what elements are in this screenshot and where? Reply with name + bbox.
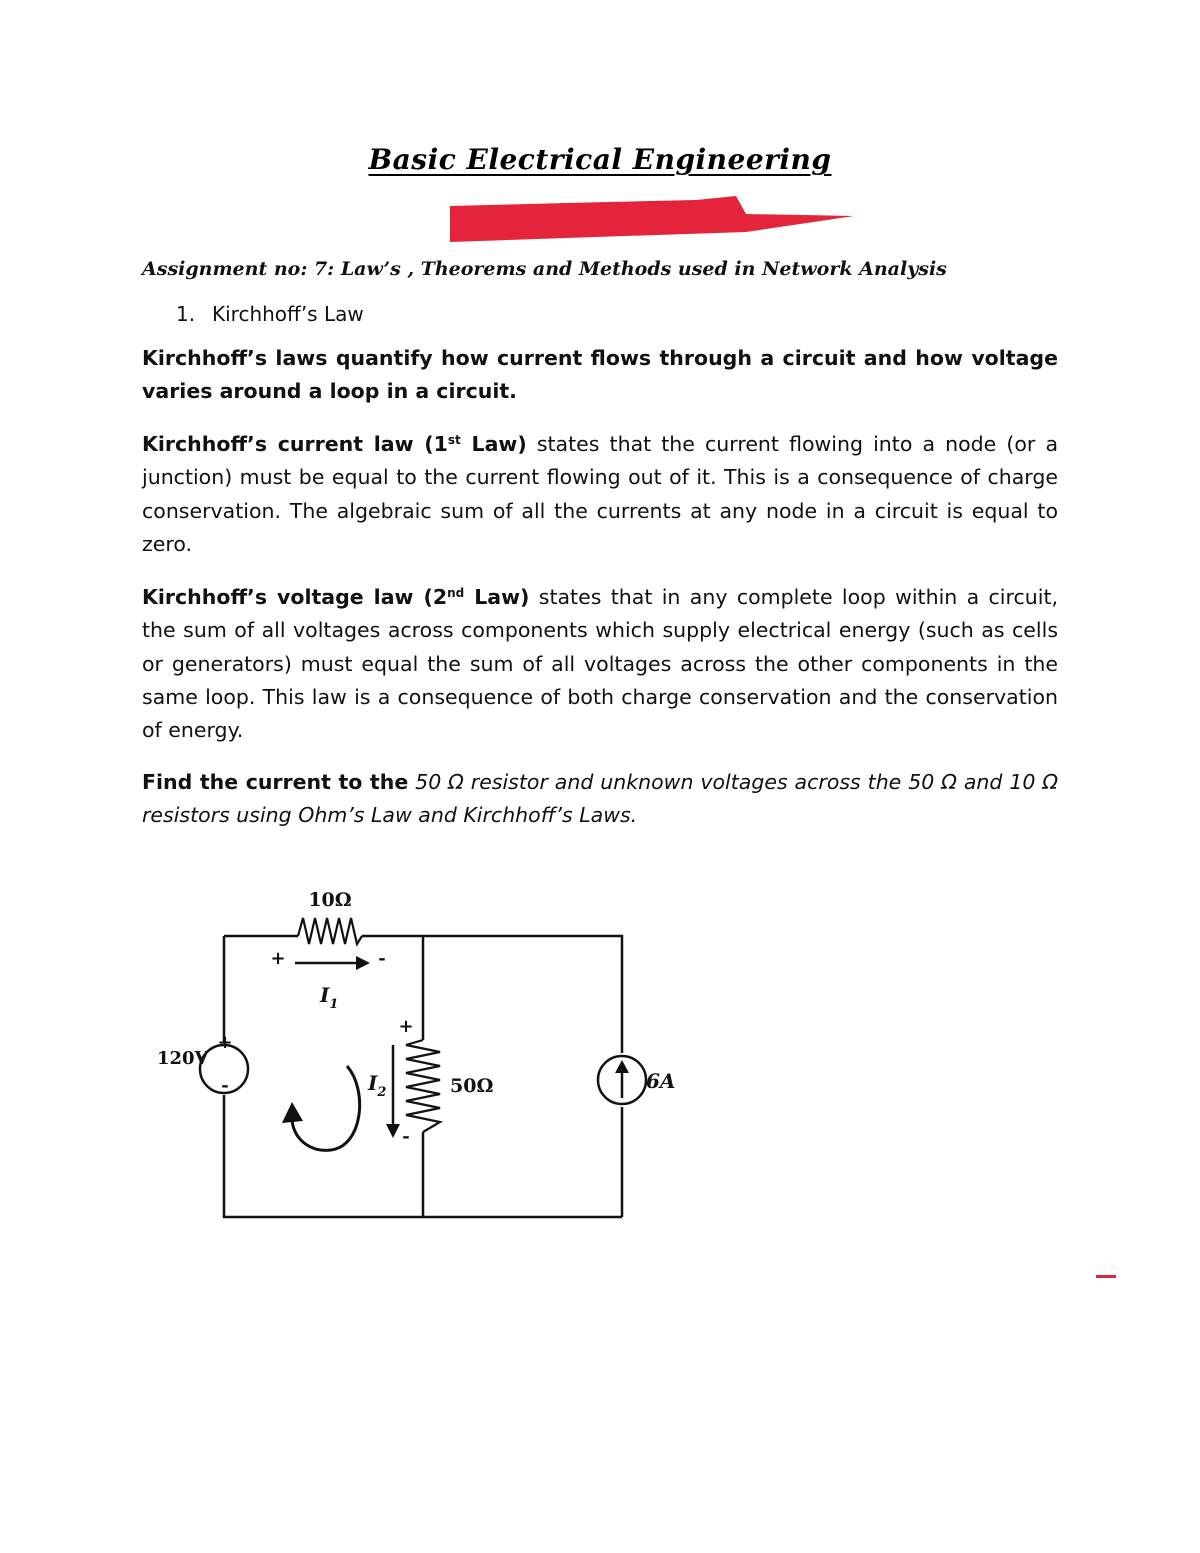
i2-sub: 2	[377, 1085, 387, 1100]
circuit-diagram	[150, 880, 690, 1240]
i1-label	[319, 983, 338, 1012]
kvl-text: states that in any complete loop within a circuit, the sum of all voltages across components which supply electrical energy (such as cells or generators) must equal the sum of all voltages across the other components in the same loop. This law is a consequence of both charge conservation and the conservation of energy.	[142, 585, 1058, 743]
source-current-label: 6A	[646, 1069, 676, 1093]
intro-paragraph: Kirchhoff’s laws quantify how current flows through a circuit and how voltage varies around a loop in a circuit.	[142, 346, 1058, 404]
kvl-sup: nd	[447, 586, 465, 600]
source-voltage-label: 120V	[157, 1048, 209, 1069]
document-title: Basic Electrical Engineering	[368, 143, 832, 176]
i2-main: I	[368, 1071, 378, 1095]
r1-plus: +	[270, 948, 286, 969]
kcl-text: states that the current flowing into a node (or a junction) must be equal to the current flowing out of it. This is a consequence of charge conservation. The algebraic sum of all the currents at any node in a circuit is equal to zero.	[142, 432, 1059, 556]
kcl-paragraph	[142, 428, 1058, 561]
source-plus: +	[217, 1032, 233, 1053]
section-number: 1.	[176, 302, 196, 326]
kcl-lead-end: Law)	[460, 432, 527, 456]
resistor-50-ohm	[406, 1040, 440, 1132]
r2-plus: +	[398, 1016, 414, 1037]
kcl-sup: st	[447, 433, 461, 447]
r2-label: 50Ω	[450, 1075, 494, 1097]
task-paragraph	[142, 766, 1058, 833]
r2-minus: -	[402, 1126, 410, 1147]
loop-arrowhead	[282, 1102, 303, 1123]
kvl-lead-end: Law)	[464, 585, 530, 609]
loop-arrow-arc	[292, 1066, 360, 1150]
margin-mark	[1096, 1275, 1116, 1278]
i1-arrowhead	[356, 956, 370, 970]
current-source-arrowhead	[615, 1060, 629, 1073]
i2-label	[367, 1071, 386, 1100]
kvl-lead: Kirchhoff’s voltage law (2	[142, 585, 448, 609]
task-lead: Find the current to the	[142, 770, 409, 794]
kvl-paragraph	[142, 581, 1058, 747]
section-title: Kirchhoff’s Law	[212, 302, 364, 326]
redaction-mark	[446, 196, 856, 244]
kcl-lead: Kirchhoff’s current law (1	[142, 432, 448, 456]
section-heading	[176, 302, 364, 326]
r1-minus: -	[378, 948, 386, 969]
i1-sub: 1	[329, 997, 339, 1012]
source-minus: -	[221, 1075, 229, 1096]
i1-main: I	[320, 983, 330, 1007]
task-text: 50 Ω resistor and unknown voltages across the 50 Ω and 10 Ω resistors using Ohm’s Law and Kirchhoff’s Laws.	[142, 770, 1058, 828]
r1-label: 10Ω	[308, 889, 352, 911]
resistor-10-ohm	[298, 918, 362, 944]
assignment-heading: Assignment no: 7: Law’s , Theorems and Methods used in Network Analysis	[142, 258, 947, 280]
i2-arrowhead	[386, 1124, 400, 1138]
